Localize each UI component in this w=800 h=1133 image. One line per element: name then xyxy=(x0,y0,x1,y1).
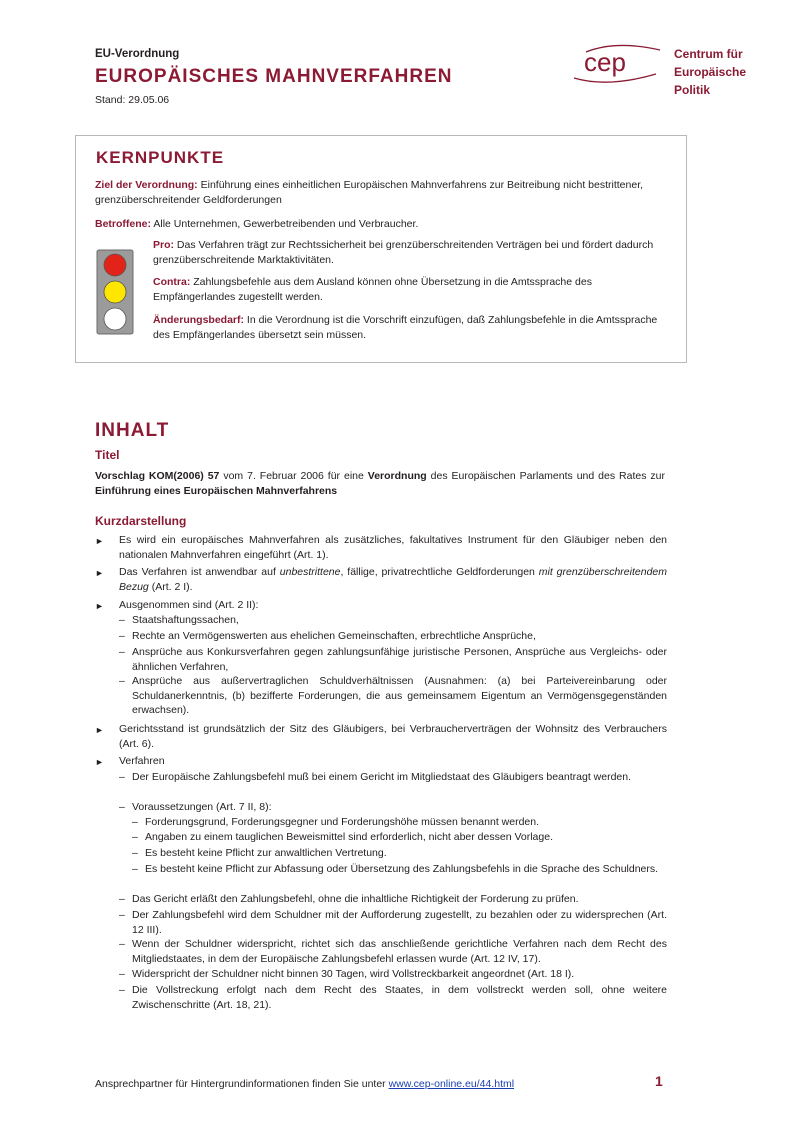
aenderungsbedarf-paragraph xyxy=(153,313,670,342)
exclusion-item-3: Ansprüche aus Konkursverfahren gegen zahlungsunfähige juristische Personen, Ansprüche aus Vergleichs- oder ähnlichen Verfahren, xyxy=(132,646,667,673)
kurz-item-2 xyxy=(119,565,667,594)
bullet-icon: ► xyxy=(95,757,104,767)
kurz-item-2-part2: , fällige, privatrechtliche Geldforderungen xyxy=(340,566,539,578)
ziel-label: Ziel der Verordnung: xyxy=(95,179,198,191)
voraussetzung-item-1: Forderungsgrund, Forderungsgegner und Forderungshöhe müssen benannt werden. xyxy=(145,816,540,828)
kurzdarstellung-subheading: Kurzdarstellung xyxy=(95,514,187,528)
verfahren-item-4: Der Zahlungsbefehl wird dem Schuldner mit der Aufforderung zugestellt, zu bezahlen oder zu widersprechen (Art. 12 III). xyxy=(132,909,667,936)
dash-icon: – xyxy=(119,801,125,813)
betroffene-text: Alle Unternehmen, Gewerbetreibenden und Verbraucher. xyxy=(151,218,419,230)
proposal-reference: Vorschlag KOM(2006) 57 xyxy=(95,470,220,482)
titel-bold-subject: Einführung eines Europäischen Mahnverfahrens xyxy=(95,484,338,497)
verfahren-item-6: Widerspricht der Schuldner nicht binnen 30 Tagen, wird Vollstreckbarkeit angeordnet (Art. 18 I). xyxy=(132,968,575,980)
org-name-line3: Politik xyxy=(674,83,711,97)
footer-text: Ansprechpartner für Hintergrundinformationen finden Sie unter xyxy=(95,1078,389,1090)
traffic-light-yellow-lamp xyxy=(104,281,126,303)
kurz-item-2-part3: (Art. 2 I). xyxy=(148,580,193,593)
dash-icon: – xyxy=(119,771,125,783)
bullet-icon: ► xyxy=(95,725,104,735)
kurz-item-3: Ausgenommen sind (Art. 2 II): xyxy=(119,599,259,611)
kurz-item-5: Verfahren xyxy=(119,755,165,767)
verfahren-item-7: Die Vollstreckung erfolgt nach dem Recht des Staates, in dem vollstreckt werden soll, ohne weitere Zwischenschritte (Art. 18, 21). xyxy=(132,984,667,1011)
bullet-icon: ► xyxy=(95,601,104,611)
betroffene-paragraph xyxy=(95,217,670,232)
dash-icon: – xyxy=(119,984,125,996)
bullet-icon: ► xyxy=(95,568,104,578)
exclusion-item-2: Rechte an Vermögenswerten aus ehelichen Gemeinschaften, erbrechtliche Ansprüche, xyxy=(132,630,536,642)
footer-link[interactable]: www.cep-online.eu/44.html xyxy=(388,1078,515,1090)
kurz-item-2-part1: Das Verfahren ist anwendbar auf xyxy=(119,566,280,578)
dash-icon: – xyxy=(119,968,125,980)
org-name-line2: Europäische xyxy=(674,65,747,79)
dash-icon: – xyxy=(119,630,125,642)
verfahren-item-3: Das Gericht erläßt den Zahlungsbefehl, ohne die inhaltliche Richtigkeit der Forderung zu prüfen. xyxy=(132,893,579,905)
verfahren-item-1: Der Europäische Zahlungsbefehl muß bei einem Gericht im Mitgliedstaat des Gläubigers beantragt werden. xyxy=(132,771,632,783)
inhalt-heading: INHALT xyxy=(95,420,170,441)
contra-label: Contra: xyxy=(153,276,191,288)
exclusion-item-4: Ansprüche aus außervertraglichen Schuldverhältnissen (Ausnahmen: (a) bei Parteivereinbarung oder Schuldanerkenntnis, (b) bezifferte Forderungen, die aus gemeinsamem Eigentum an Vermögensgegenständen erwachsen). xyxy=(132,675,667,716)
traffic-light-white-lamp xyxy=(104,308,126,330)
kurz-item-4: Gerichtsstand ist grundsätzlich der Sitz des Gläubigers, bei Verbraucherverträgen der Wohnsitz des Verbrauchers (Art. 6). xyxy=(119,723,667,750)
dash-icon: – xyxy=(119,909,125,921)
kernpunkte-heading: KERNPUNKTE xyxy=(96,148,225,167)
page-number: 1 xyxy=(655,1073,663,1089)
document-date: Stand: 29.05.06 xyxy=(95,94,170,106)
dash-icon: – xyxy=(119,646,125,658)
voraussetzung-item-3: Es besteht keine Pflicht zur anwaltlichen Vertretung. xyxy=(145,847,387,859)
ziel-text: Einführung eines einheitlichen Europäischen Mahnverfahrens zur Beitreibung nicht bestrittener, grenzüberschreitender Geldforderungen xyxy=(95,179,644,206)
dash-icon: – xyxy=(119,675,125,687)
pro-label: Pro: xyxy=(153,239,174,251)
voraussetzung-item-2: Angaben zu einem tauglichen Beweismittel sind erforderlich, nicht aber dessen Vorlage. xyxy=(145,831,553,843)
aenderungsbedarf-text: In die Verordnung ist die Vorschrift einzufügen, daß Zahlungsbefehle in die Amtssprache des Empfängerlandes übersetzt sein müssen. xyxy=(153,314,658,341)
org-name xyxy=(674,45,746,99)
kurz-item-1: Es wird ein europäisches Mahnverfahren als zusätzliches, fakultatives Instrument für den Gläubiger neben den nationalen Mahnverfahren eingeführt (Art. 1). xyxy=(119,534,667,561)
kurz-item-2-italic1: unbestrittene xyxy=(279,566,341,578)
traffic-light-red-lamp xyxy=(104,254,126,276)
bullet-icon: ► xyxy=(95,536,104,546)
betroffene-label: Betroffene: xyxy=(95,218,152,230)
titel-subheading: Titel xyxy=(95,448,120,462)
kurz-item-2-italic2: mit grenzüberschreitendem Bezug xyxy=(119,566,667,593)
titel-text-part1: vom 7. Februar 2006 für eine xyxy=(219,470,368,482)
dash-icon: – xyxy=(132,831,138,843)
dash-icon: – xyxy=(132,847,138,859)
footer-note xyxy=(95,1078,514,1090)
document-kicker: EU-Verordnung xyxy=(95,48,180,60)
org-name-line1: Centrum für xyxy=(674,47,743,61)
contra-text: Zahlungsbefehle aus dem Ausland können ohne Übersetzung in die Amtssprache des Empfängerlandes zugestellt werden. xyxy=(153,276,592,303)
dash-icon: – xyxy=(119,893,125,905)
contra-paragraph xyxy=(153,275,670,304)
dash-icon: – xyxy=(132,816,138,828)
aenderungsbedarf-label: Änderungsbedarf: xyxy=(153,314,245,326)
verfahren-item-2: Voraussetzungen (Art. 7 II, 8): xyxy=(132,801,272,813)
cep-logo-text: cep xyxy=(584,47,626,77)
titel-paragraph xyxy=(95,469,665,498)
pro-text: Das Verfahren trägt zur Rechtssicherheit bei grenzüberschreitenden Verträgen bei und fördert dadurch grenzüberschreitende Marktaktivitäten. xyxy=(153,239,654,266)
titel-text-part2: des Europäischen Parlaments und des Rates zur xyxy=(426,470,665,482)
dash-icon: – xyxy=(132,863,138,875)
titel-bold-verordnung: Verordnung xyxy=(367,470,427,482)
verfahren-item-5: Wenn der Schuldner widerspricht, richtet sich das anschließende gerichtliche Verfahren nach dem Recht des Mitgliedstaates, in dem der Europäische Zahlungsbefehl erlassen wurde (Art. 12 IV, 17). xyxy=(132,938,667,965)
cep-logo xyxy=(568,38,668,88)
dash-icon: – xyxy=(119,614,125,626)
exclusion-item-1: Staatshaftungssachen, xyxy=(132,614,239,626)
voraussetzung-item-4: Es besteht keine Pflicht zur Abfassung oder Übersetzung des Zahlungsbefehls in die Sprache des Schuldners. xyxy=(145,863,659,875)
document-title: EUROPÄISCHES MAHNVERFAHREN xyxy=(95,66,453,87)
traffic-light-icon xyxy=(96,249,134,335)
dash-icon: – xyxy=(119,938,125,950)
pro-paragraph xyxy=(153,238,670,267)
ziel-paragraph xyxy=(95,178,670,207)
